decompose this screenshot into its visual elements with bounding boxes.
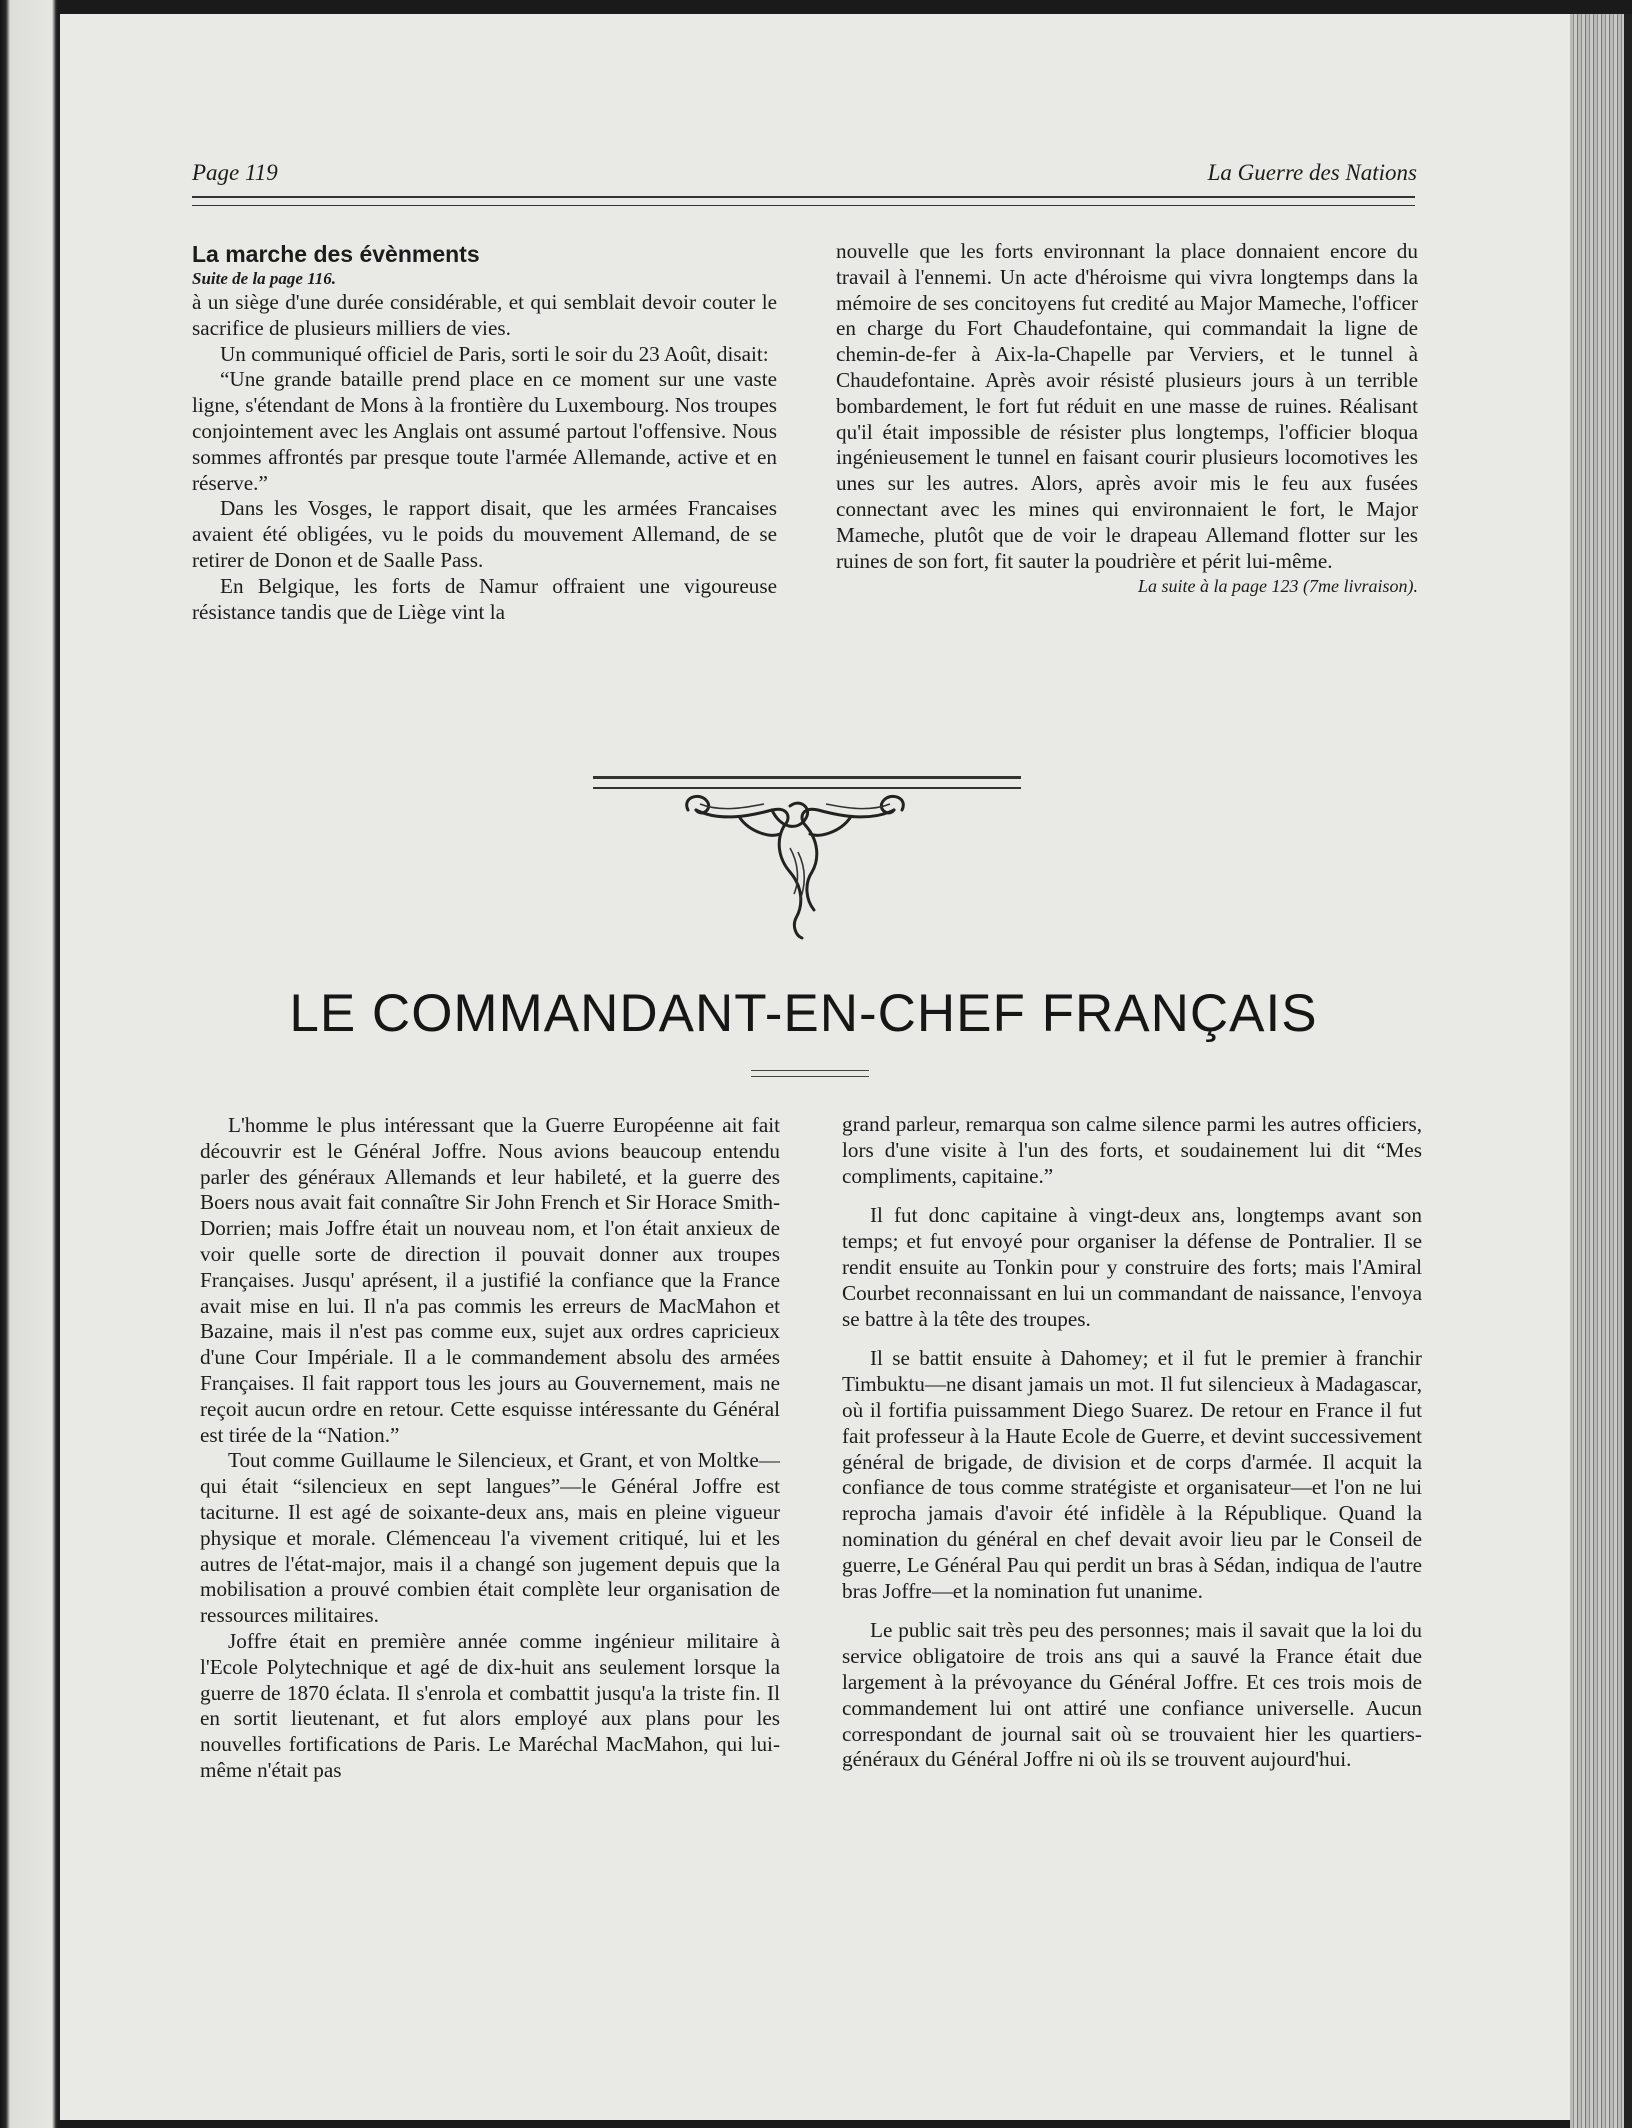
section-title: La marche des évènments: [192, 241, 480, 267]
upper-right-column: [836, 239, 1418, 600]
running-head: [192, 160, 1417, 190]
header-rule: [192, 196, 1415, 206]
paragraph: Tout comme Guillaume le Silencieux, et Grant, et von Moltke—qui était “silencieux en sept langues”—le Général Joffre est taciturne. Il est agé de soixante-deux ans, mais en pleine vigueur physique et morale. Clémenceau l'a vivement critiqué, lui et les autres de l'état-major, mais il a changé son jugement depuis que la mobilisation a prouvé combien était complète leur organisation de ressources militaires.: [200, 1448, 780, 1628]
paragraph: Le public sait très peu des personnes; mais il savait que la loi du service obligatoire de trois ans qui a sauvé la France était due largement à la prévoyance du Général Joffre. Et ces trois mois de commandement lui ont attiré une confiance universelle. Aucun correspondant de journal sait où se trouvaient hier les quartiers-généraux du Général Joffre ni où ils se trouvent aujourd'hui.: [842, 1618, 1422, 1772]
paragraph: nouvelle que les forts environnant la place donnaient encore du travail à l'ennemi. Un acte d'héroisme qui vivra longtemps dans la mémoire de ses concitoyens fut credité au Major Mameche, l'officer en charge du Fort Chaudefontaine, qui commandait la ligne de chemin-de-fer à Aix-la-Chapelle par Verviers, et le tunnel à Chaudefontaine. Après avoir résisté plusieurs jours à un terrible bombardement, le fort fut réduit en une masse de ruines. Réalisant qu'il était impossible de résister plus longtemps, l'officier bloqua ingénieusement le tunnel en faisant courir plusieurs locomotives les unes sur les autres. Alors, après avoir mis le feu aux fusées connectant avec les mines qui environnaient le fort, le Major Mameche, plutôt que de voir le drapeau Allemand flotter sur les ruines de son fort, fit sauter la poudrière et périt lui-même.: [836, 239, 1418, 573]
upper-left-column: [192, 241, 777, 625]
article-title: LE COMMANDANT-EN-CHEF FRANÇAIS: [289, 984, 1318, 1043]
adjacent-page-edge: [0, 0, 58, 2128]
paragraph: Joffre était en première année comme ingénieur militaire à l'Ecole Polytechnique et agé de dix-huit ans seulement lorsque la guerre de 1870 éclata. Il s'enrola et combattit jusqu'a la triste fin. Il en sortit lieutenant, et fut alors employé aux plans pour les nouvelles fortifications de Paris. Le Maréchal MacMahon, qui lui-même n'était pas: [200, 1628, 780, 1782]
article-right-column: [842, 1112, 1422, 1787]
page-number: Page 119: [192, 160, 278, 185]
title-underline-rule: [751, 1070, 869, 1077]
paragraph: Il se battit ensuite à Dahomey; et il fut le premier à franchir Timbuktu—ne disant jamais un mot. Il fut silencieux à Madagascar, où il fortifia puissamment Diego Suarez. De retour en France il fut fait professeur à la Haute Ecole de Guerre, et devint successivement général de brigade, de division et de corps d'armée. Il acquit la confiance de tous comme stratégiste et organisateur—et l'on ne lui reprocha jamais d'avoir été infidèle à la République. Quand la nomination du général en chef devait avoir lieu par le Conseil de guerre, Le Général Pau qui perdit un bras à Sédan, indiqua de l'autre bras Joffre—et la nomination fut unanime.: [842, 1346, 1422, 1603]
publication-title: La Guerre des Nations: [1207, 160, 1417, 185]
paragraph: L'homme le plus intéressant que la Guerre Européenne ait fait découvrir est le Général Joffre. Nous avions beaucoup entendu parler des généraux Allemands et leur habileté, et la guerre des Boers nous avait fait connaître Sir John French et Sir Horace Smith-Dorrien; mais Joffre était un nouveau nom, et l'on était anxieux de voir quelle sorte de direction il pouvait donner aux troupes Françaises. Jusqu' aprésent, il a justifié la confiance que la France avait mise en lui. Il n'a pas commis les erreurs de MacMahon et Bazaine, mais il n'est pas comme eux, sujet aux ordres capricieux d'une Cour Impériale. Il a le commandement absolu des armées Françaises. Il fait rapport tous les jours au Gouvernement, mais ne reçoit aucun ordre en retour. Cette esquisse intéressante du Général est tirée de la “Nation.”: [200, 1113, 780, 1447]
acanthus-scroll-ornament-icon: [680, 788, 910, 940]
article-left-column: [200, 1113, 780, 1784]
paragraph: à un siège d'une durée considérable, et qui semblait devoir couter le sacrifice de plusieurs milliers de vies.: [192, 290, 777, 340]
paragraph: Dans les Vosges, le rapport disait, que les armées Francaises avaient été obligées, vu le poids du mouvement Allemand, de se retirer de Donon et de Saalle Pass.: [192, 496, 777, 572]
book-page-stack: [1570, 14, 1632, 2128]
paragraph: “Une grande bataille prend place en ce moment sur une vaste ligne, s'étendant de Mons à la frontière du Luxembourg. Nos troupes conjointement avec les Anglais ont assumé partout l'offensive. Nous sommes affrontés par presque toute l'armée Allemande, active et en réserve.”: [192, 367, 777, 495]
continued-from-note: Suite de la page 116.: [192, 269, 337, 288]
paragraph: grand parleur, remarqua son calme silence parmi les autres officiers, lors d'une visite à l'un des forts, et soudainement lui dit “Mes compliments, capitaine.”: [842, 1112, 1422, 1188]
paragraph: Un communiqué officiel de Paris, sorti le soir du 23 Août, disait:: [220, 341, 769, 366]
paragraph: En Belgique, les forts de Namur offraient une vigoureuse résistance tandis que de Liège vint la: [192, 573, 777, 624]
continued-to-note: La suite à la page 123 (7me livraison).: [1138, 576, 1418, 597]
paragraph: Il fut donc capitaine à vingt-deux ans, longtemps avant son temps; et fut envoyé pour organiser la défense de Pontralier. Il se rendit ensuite au Tonkin pour y construire des forts; mais l'Amiral Courbet reconnaissant en lui un commandant de naissance, l'envoya se battre à la tête des troupes.: [842, 1203, 1422, 1331]
